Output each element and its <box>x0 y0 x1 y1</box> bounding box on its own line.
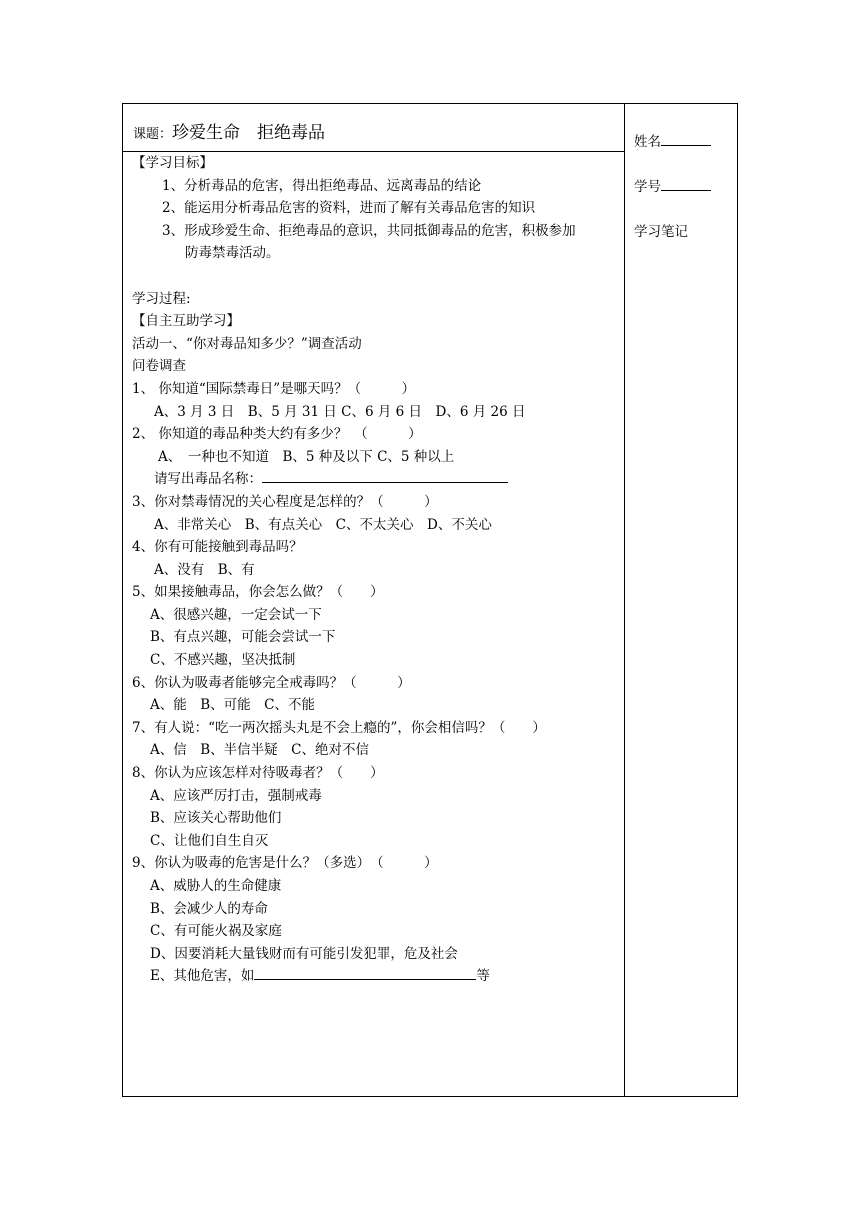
side-column <box>634 130 711 265</box>
question-6-options: A、能 B、可能 C、不能 <box>150 697 315 714</box>
objective-item-continued: 防毒禁毒活动。 <box>185 245 280 262</box>
write-prompt: 请写出毒品名称： <box>154 471 262 488</box>
id-blank[interactable] <box>661 177 711 191</box>
main-content <box>132 152 620 988</box>
question-7-options: A、信 B、半信半疑 C、绝对不信 <box>150 742 369 759</box>
option-e-prefix: E、其他危害，如 <box>150 968 255 985</box>
notes-label: 学习笔记 <box>634 224 688 240</box>
survey-label: 问卷调查 <box>132 358 186 375</box>
option-e-suffix: 等 <box>476 968 490 985</box>
question-5-option-b: B、有点兴趣，可能会尝试一下 <box>150 629 336 646</box>
question-3-options: A、非常关心 B、有点关心 C、不太关心 D、不关心 <box>154 516 492 533</box>
question-1-options: A、3 月 3 日 B、5 月 31 日 C、6 月 6 日 D、6 月 26 日 <box>154 403 526 420</box>
question-8-option-a: A、应该严厉打击，强制戒毒 <box>150 787 322 804</box>
title-text: 珍爱生命 拒绝毒品 <box>172 123 326 143</box>
objective-item: 2、能运用分析毒品危害的资料，进而了解有关毒品危害的知识 <box>162 200 536 217</box>
question-2-write-line <box>132 468 620 491</box>
question-5-option-c: C、不感兴趣，坚决抵制 <box>150 652 296 669</box>
lesson-title <box>133 118 325 143</box>
question-8: 8、你认为应该怎样对待吸毒者？（ ） <box>132 765 384 782</box>
objective-item: 3、形成珍爱生命、拒绝毒品的意识，共同抵御毒品的危害，积极参加 <box>162 222 576 239</box>
question-8-option-b: B、应该关心帮助他们 <box>150 810 282 827</box>
question-9-option-c: C、有可能火祸及家庭 <box>150 923 282 940</box>
question-5: 5、如果接触毒品，你会怎么做？（ ） <box>132 584 384 601</box>
question-5-option-a: A、很感兴趣，一定会试一下 <box>150 606 322 623</box>
answer-blank[interactable] <box>254 965 476 980</box>
column-divider <box>624 104 625 1096</box>
question-4: 4、你有可能接触到毒品吗？ <box>132 539 303 556</box>
objectives-heading: 【学习目标】 <box>132 155 213 171</box>
name-label: 姓名 <box>634 134 661 150</box>
question-8-option-c: C、让他们自生自灭 <box>150 832 269 849</box>
question-3: 3、你对禁毒情况的关心程度是怎样的？（ ） <box>132 493 438 510</box>
section-heading: 【自主互助学习】 <box>132 313 240 330</box>
id-label: 学号 <box>634 179 661 195</box>
question-2-options: A、 一种也不知道 B、5 种及以下 C、5 种以上 <box>158 448 455 465</box>
title-prefix: 课题： <box>133 127 173 142</box>
question-9-option-b: B、会减少人的寿命 <box>150 900 268 917</box>
question-9-option-d: D、因要消耗大量钱财而有可能引发犯罪，危及社会 <box>150 945 458 962</box>
answer-blank[interactable] <box>262 468 508 483</box>
question-4-options: A、没有 B、有 <box>154 561 255 578</box>
id-field <box>634 175 711 220</box>
question-1: 1、 你知道“国际禁毒日”是哪天吗？（ ） <box>132 380 416 397</box>
spacer <box>132 265 620 288</box>
worksheet-table <box>122 103 738 1097</box>
objective-item: 1、分析毒品的危害，得出拒绝毒品、远离毒品的结论 <box>162 177 482 194</box>
question-9: 9、你认为吸毒的危害是什么？（多选） （ ） <box>132 855 438 872</box>
question-6: 6、你认为吸毒者能够完全戒毒吗？（ ） <box>132 674 411 691</box>
process-heading: 学习过程: <box>132 290 191 307</box>
activity-title: 活动一、“你对毒品知多少？”调查活动 <box>132 335 362 352</box>
question-9-option-e <box>132 965 620 988</box>
question-2: 2、 你知道的毒品种类大约有多少？ （ ） <box>132 426 422 443</box>
name-blank[interactable] <box>661 132 711 146</box>
name-field <box>634 130 711 175</box>
question-9-option-a: A、威胁人的生命健康 <box>150 878 282 894</box>
question-7: 7、有人说：“吃一两次摇头丸是不会上瘾的”，你会相信吗？（ ） <box>132 719 546 736</box>
